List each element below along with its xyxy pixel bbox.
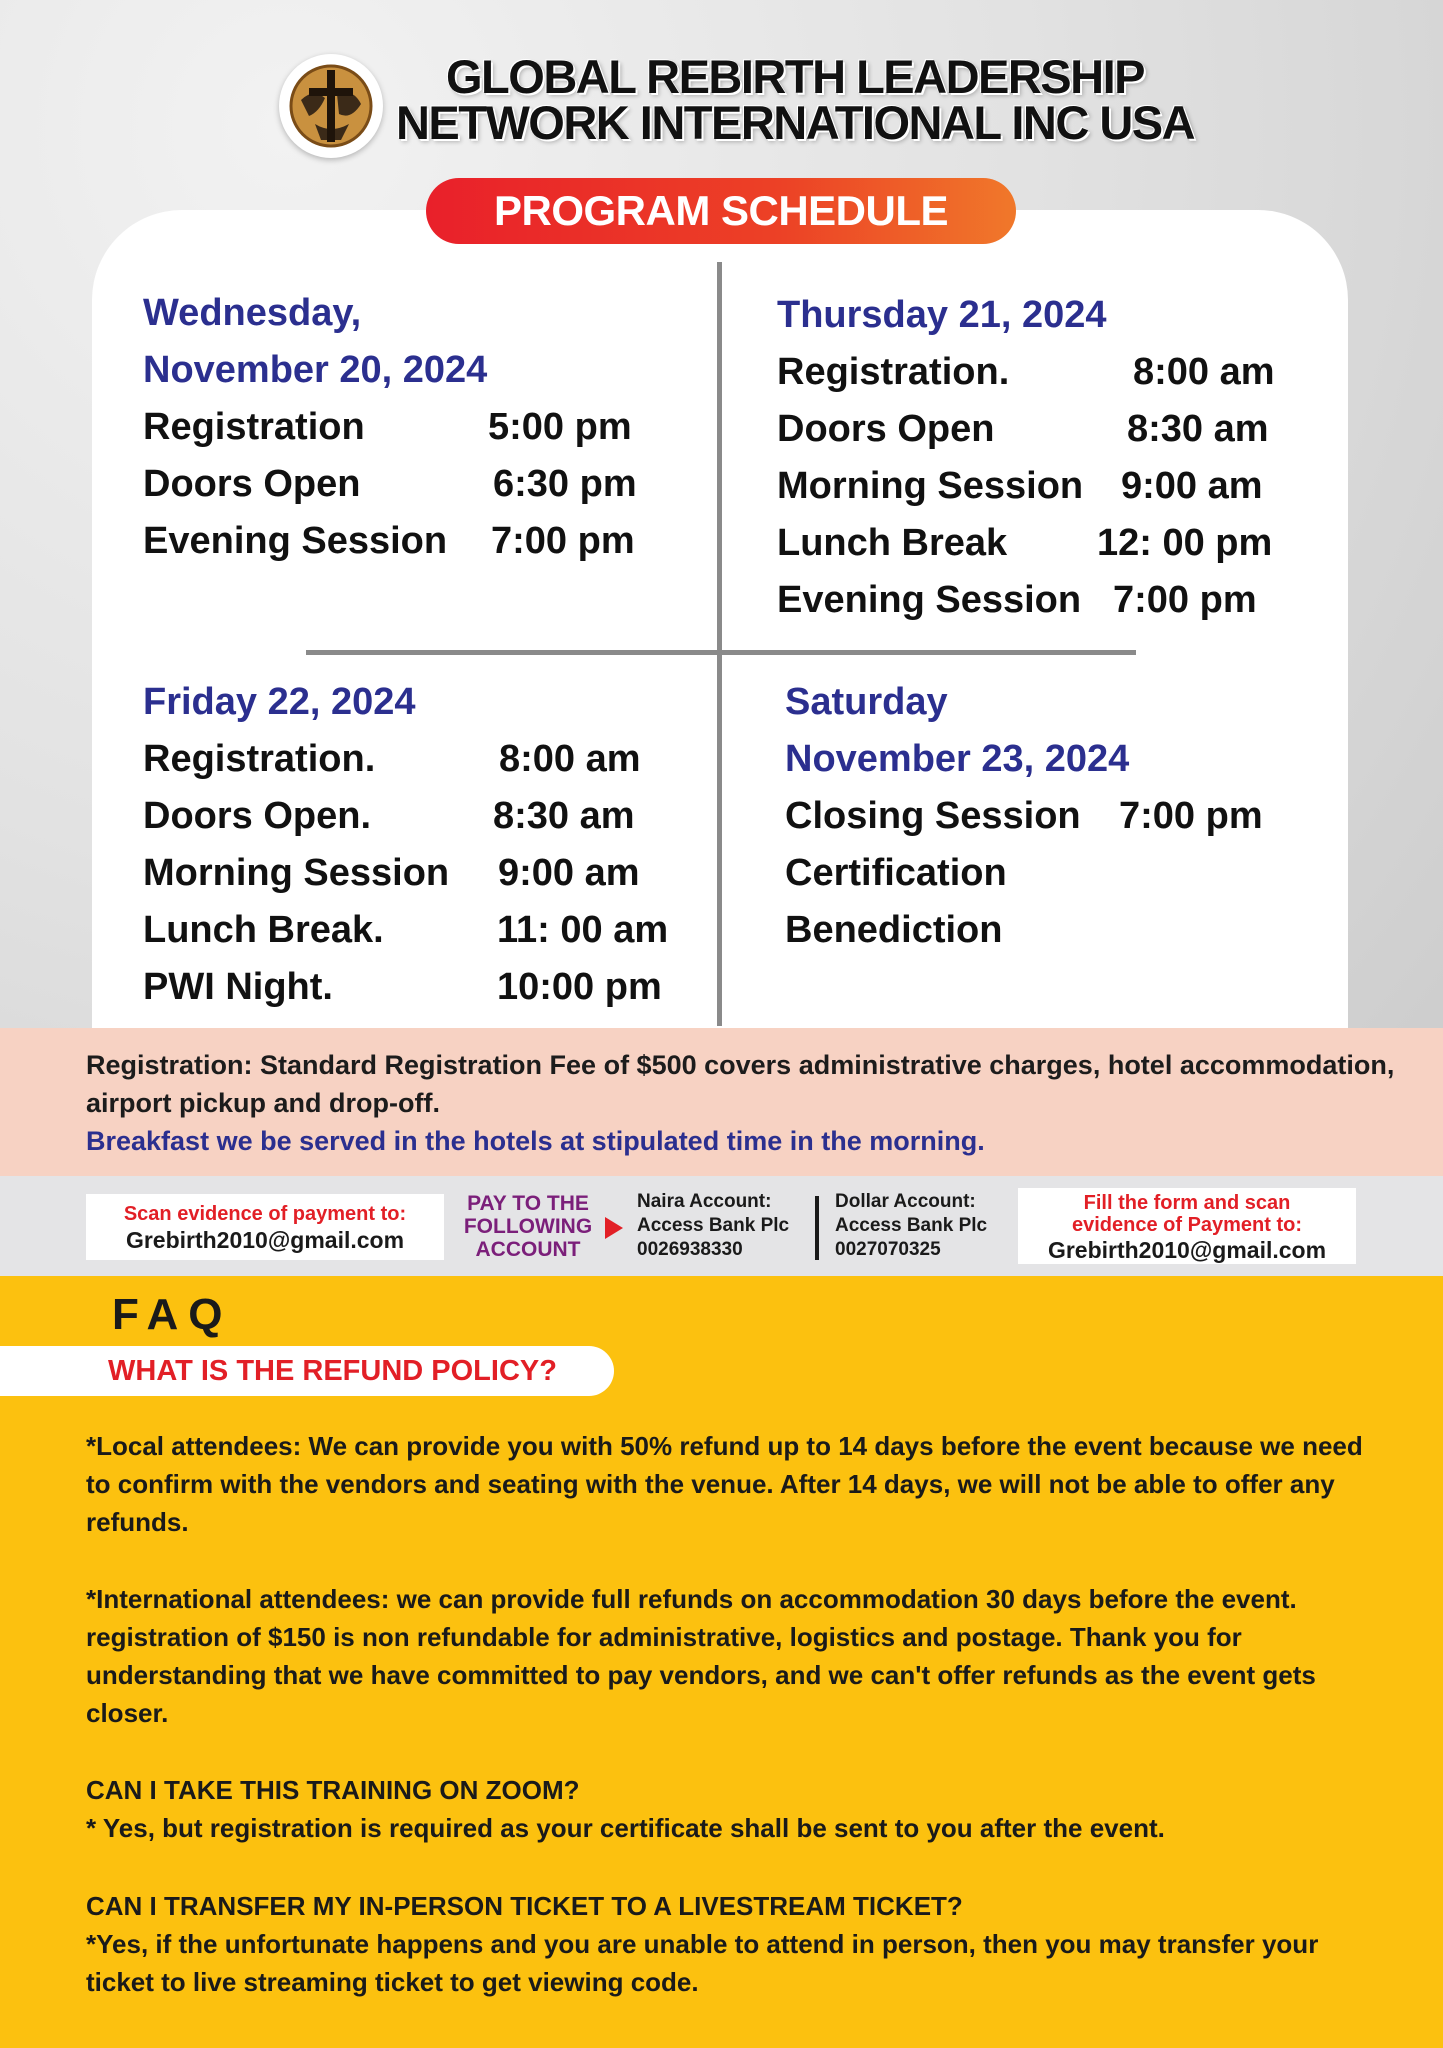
session-label: Registration: [143, 406, 365, 448]
session-time: 11: 00 am: [497, 909, 669, 951]
session-time: 9:00 am: [1121, 465, 1263, 507]
local-attendees-policy: *Local attendees: We can provide you with 50% refund up to 14 days before the event because we need to confirm with the vendors and seating with the venue. After 14 days, we will not be able to offer any refunds.: [86, 1431, 1363, 1537]
session-time: 10:00 pm: [497, 966, 662, 1008]
schedule-row: [777, 572, 1337, 629]
naira-account: [637, 1190, 807, 1262]
cross-globe-logo: [279, 54, 383, 158]
fill-form-box: [1018, 1188, 1356, 1264]
session-label: Lunch Break.: [143, 909, 384, 951]
session-time: 5:00 pm: [488, 406, 632, 448]
dollar-bank-name: Access Bank Plc: [835, 1215, 988, 1236]
naira-account-title: Naira Account:: [637, 1191, 772, 1212]
horizontal-divider: [306, 650, 1136, 655]
session-label: Doors Open.: [143, 795, 372, 837]
org-name-line-1: GLOBAL REBIRTH LEADERSHIP: [446, 50, 1144, 103]
session-time: 6:30 pm: [493, 463, 637, 505]
schedule-thursday: [777, 287, 1337, 629]
transfer-question: CAN I TRANSFER MY IN-PERSON TICKET TO A LIVESTREAM TICKET?: [86, 1891, 963, 1921]
session-time: 8:00 am: [1133, 351, 1275, 393]
session-label: Evening Session: [143, 520, 448, 562]
session-label: Closing Session: [785, 795, 1081, 837]
session-label: Lunch Break: [777, 522, 1008, 564]
schedule-row: [143, 845, 703, 902]
session-time: 7:00 pm: [1119, 795, 1263, 837]
refund-policy-banner: [0, 1346, 614, 1396]
schedule-row: [143, 731, 703, 788]
session-label: Doors Open: [143, 463, 361, 505]
day-title: Saturday: [785, 681, 948, 723]
breakfast-note: Breakfast we be served in the hotels at stipulated time in the morning.: [86, 1126, 985, 1156]
session-label: Evening Session: [777, 579, 1082, 621]
fill-form-email[interactable]: Grebirth2010@gmail.com: [1047, 1237, 1327, 1263]
day-title: Friday 22, 2024: [143, 681, 416, 723]
schedule-row: [143, 513, 703, 570]
session-label: Certification: [785, 852, 1007, 894]
zoom-answer: * Yes, but registration is required as your certificate shall be sent to you after the event.: [86, 1813, 1165, 1843]
session-time: 8:00 am: [499, 738, 641, 780]
scan-label: Scan evidence of payment to:: [123, 1203, 407, 1225]
naira-account-number: 0026938330: [637, 1239, 743, 1260]
schedule-saturday: [785, 674, 1345, 959]
organization-name: [395, 50, 1195, 149]
scan-email[interactable]: Grebirth2010@gmail.com: [125, 1227, 405, 1253]
scan-evidence-box: [86, 1194, 444, 1260]
session-label: Benediction: [785, 909, 1003, 951]
registration-info: [0, 1028, 1443, 1176]
arrow-right-icon: [605, 1217, 623, 1239]
schedule-row: [785, 788, 1345, 845]
zoom-question: CAN I TAKE THIS TRAINING ON ZOOM?: [86, 1775, 580, 1805]
session-time: 7:00 pm: [1113, 579, 1257, 621]
transfer-answer: *Yes, if the unfortunate happens and you are unable to attend in person, then you may transfer your ticket to live streaming ticket to get viewing code.: [86, 1929, 1319, 1997]
dollar-account: [835, 1190, 1010, 1262]
program-schedule-badge: PROGRAM SCHEDULE: [426, 178, 1016, 244]
session-label: Registration.: [143, 738, 376, 780]
schedule-row: [777, 344, 1337, 401]
registration-fee-text: Registration: Standard Registration Fee of $500 covers administrative charges, hotel accommodation, airport pickup and drop-off.: [86, 1050, 1395, 1118]
day-title: Wednesday,: [143, 292, 362, 334]
session-time: 8:30 am: [493, 795, 635, 837]
schedule-row: [143, 902, 703, 959]
session-time: 7:00 pm: [491, 520, 635, 562]
schedule-row: [777, 458, 1337, 515]
org-name-line-2: NETWORK INTERNATIONAL INC USA: [395, 96, 1195, 149]
schedule-friday: [143, 674, 703, 1016]
schedule-row: [143, 959, 703, 1016]
schedule-row: [143, 788, 703, 845]
session-label: PWI Night.: [143, 966, 333, 1008]
session-label: Morning Session: [143, 852, 450, 894]
session-label: Registration.: [777, 351, 1010, 393]
schedule-row: [143, 399, 703, 456]
session-time: 9:00 am: [498, 852, 640, 894]
schedule-row: [143, 456, 703, 513]
fill-form-label: Fill the form and scan evidence of Payment to:: [1071, 1192, 1303, 1236]
vertical-divider: [717, 262, 722, 1026]
session-time: 8:30 am: [1127, 408, 1269, 450]
faq-heading: FAQ: [112, 1290, 233, 1339]
day-date: November 23, 2024: [785, 738, 1130, 780]
session-label: Morning Session: [777, 465, 1084, 507]
pay-to-label: PAY TO THE FOLLOWING ACCOUNT: [463, 1192, 593, 1261]
schedule-wednesday: [143, 285, 703, 570]
international-attendees-policy: *International attendees: we can provide full refunds on accommodation 30 days before the event. registration of $150 is non refundable for administrative, logistics and postage. Thank you for understanding that we have committed to pay vendors, and we can't offer refunds as the event gets closer.: [86, 1584, 1316, 1728]
schedule-row: [785, 902, 1345, 959]
session-time: 12: 00 pm: [1097, 522, 1273, 564]
refund-policy-question: WHAT IS THE REFUND POLICY?: [108, 1355, 557, 1387]
schedule-row: [785, 845, 1345, 902]
dollar-account-number: 0027070325: [835, 1239, 941, 1260]
naira-bank-name: Access Bank Plc: [637, 1215, 790, 1236]
dollar-account-title: Dollar Account:: [835, 1191, 976, 1212]
schedule-row: [777, 401, 1337, 458]
session-label: Doors Open: [777, 408, 995, 450]
payment-info: [0, 1176, 1443, 1276]
schedule-row: [777, 515, 1337, 572]
day-date: November 20, 2024: [143, 349, 488, 391]
day-title: Thursday 21, 2024: [777, 294, 1107, 336]
account-divider: [815, 1196, 819, 1260]
